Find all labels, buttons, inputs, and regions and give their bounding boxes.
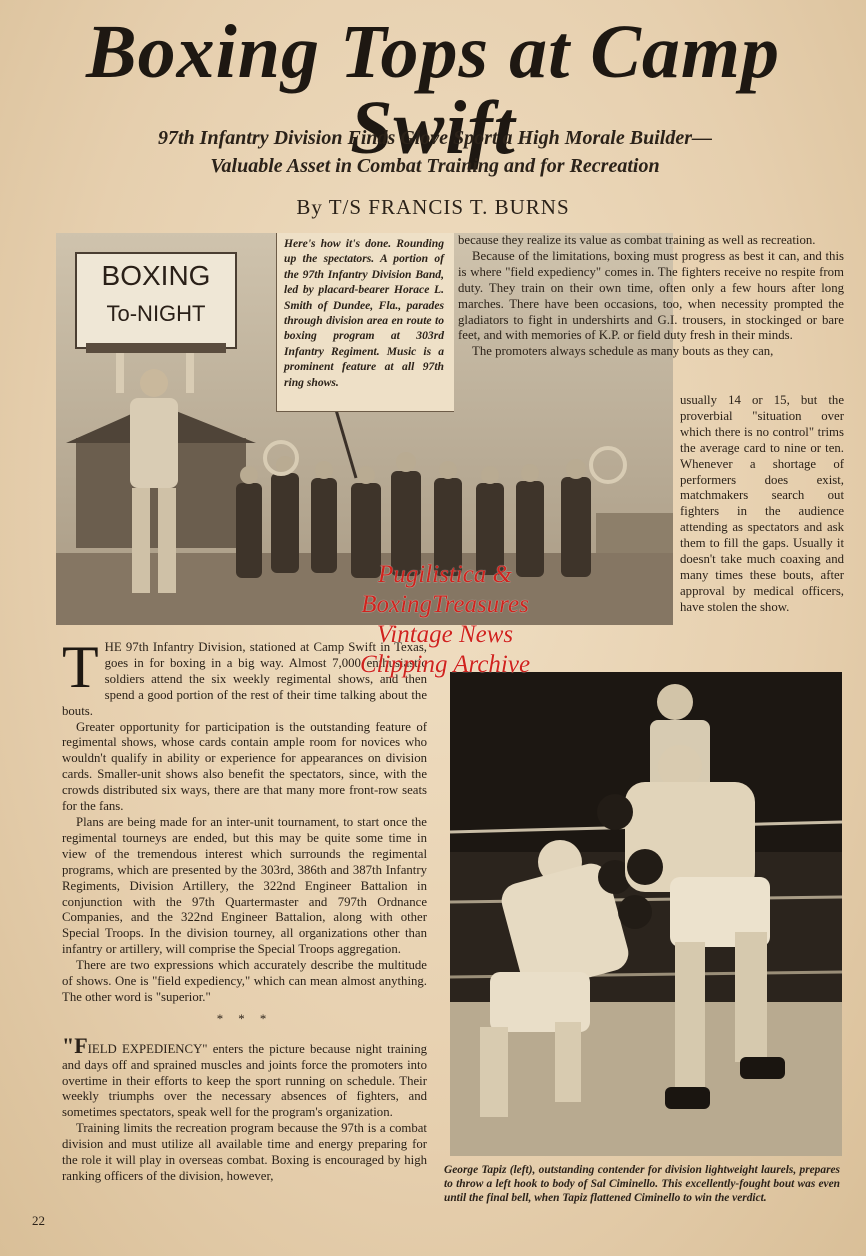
watermark	[330, 560, 560, 680]
section-break: * * *	[216, 1011, 273, 1026]
byline: By T/S FRANCIS T. BURNS	[296, 195, 570, 219]
right-paragraph-1: because they realize its value as combat training as well as recreation.	[458, 233, 816, 247]
band-photo-caption: Here's how it's done. Rounding up the spectators. A portion of the 97th Infantry Division Band, led by placard-bearer Horace L. Smith of Dundee, Fla., parades through division area en route to boxing program at 303rd Infantry Regiment. Music is a prominent feature at all 97th ring shows.	[284, 237, 444, 389]
drop-cap: T	[62, 634, 99, 700]
left-paragraph-2: Greater opportunity for participation is the outstanding feature of regimental shows, whose cards contain ample room for novices who wouldn't qualify in ability or experience for appearances on division cards. Smaller-unit shows also benefit the spectators, since, with the crowds distributed six ways, there are that many more front-row seats for the fans.	[62, 719, 427, 814]
paragraph-5-lead: "F	[62, 1032, 88, 1058]
left-paragraph-1-text: HE 97th Infantry Division, stationed at Camp Swift in Texas, goes in for boxing in a big way. Almost 7,000 enthusiastic soldiers attend the six weekly regimental shows, and then spend a good portion of the rest of their time talking about the bouts.	[62, 640, 427, 718]
left-paragraph-4: There are two expressions which accurately describe the multitude of shows. One is "field expediency," which can mean almost anything. The other word is "superior."	[62, 958, 427, 1004]
left-column	[62, 634, 427, 1185]
sign-text-line-1: BOXING	[101, 260, 211, 291]
watermark-line-4: Clipping Archive	[359, 651, 531, 678]
sign-text-line-2: To-NIGHT	[106, 301, 206, 326]
boxing-match-photo	[450, 672, 842, 1156]
page-number: 22	[32, 1213, 45, 1228]
subtitle-line-1: 97th Infantry Division Finds Glove Sport a High Morale Builder—	[158, 127, 712, 149]
article-title: Boxing Tops at Camp Swift	[85, 10, 781, 170]
right-paragraph-3-rest: usually 14 or 15, but the proverbial "situation over which there is no control" trims the average card to nine or ten. Whenever a shortage of performers does exist, matchmakers search out fighters in the audience attending as spectators and ask them to fill the gaps. Usually it doesn't take much coaxing and many times these bouts, after approval by medical officers, have stolen the show.	[680, 393, 844, 614]
right-paragraph-2: Because of the limitations, boxing must progress as best it can, and this is where "field expediency" comes in. The fighters receive no respite from duty. They train on their own time, often only a few hours after long marches. There have been occasions, too, when necessity prompted the gladiators to fight in undershirts and G.I. trousers, in stockinged or bare feet, and with memories of K.P. or field duty fresh in their minds.	[458, 248, 844, 343]
right-paragraph-3-start: The promoters always schedule as many bouts as they can,	[472, 344, 774, 359]
left-paragraph-5	[62, 1032, 427, 1122]
left-paragraph-5-text: IELD EXPEDIENCY" enters the picture because night training and days off and sprained muscles and joints force the promoters into overtime in their efforts to keep the sport running on schedule. Their weekly triumphs over the necessary absences of fighters, and sometimes spectators, speak well for the program's organization.	[62, 1041, 427, 1120]
right-column-narrow	[680, 393, 844, 616]
watermark-line-2: BoxingTreasures	[361, 591, 529, 618]
right-column-upper	[458, 233, 844, 360]
boxing-photo-caption: George Tapiz (left), outstanding contender for division lightweight laurels, prepares to throw a left hook to body of Sal Ciminello. This excellently-fought bout was even until the final bell, when Tapiz flattened Ciminello to win the verdict.	[444, 1164, 840, 1204]
boxing-match-photo-image	[450, 672, 842, 1156]
subtitle-line-2: Valuable Asset in Combat Training and for Recreation	[210, 155, 660, 177]
left-paragraph-6: Training limits the recreation program because the 97th is a combat division and must utilize all available time and energy preparing for the role it will play in overseas combat. Boxing is encouraged by high ranking officers of the division, however,	[62, 1121, 427, 1183]
article-subtitle	[40, 124, 830, 180]
watermark-line-3: Vintage News	[376, 621, 514, 648]
watermark-line-1: Pugilistica &	[377, 561, 513, 588]
left-paragraph-3: Plans are being made for an inter-unit tournament, to start once the regimental tourneys are ended, but this may be quite some time in view of the tremendous interest which surrounds the regimental programs, which are presented by the 303rd, 386th and 387th Infantry Regiments, Division Artillery, the 322nd Engineer Battalion in conjunction with the 97th Quartermaster and 797th Ordnance Companies, and the 322nd Engineer Battalion, along with other Special Troops. In the division tourney, all organizations other than infantry or artillery, will comprise the Special Troops aggregation.	[62, 814, 427, 957]
